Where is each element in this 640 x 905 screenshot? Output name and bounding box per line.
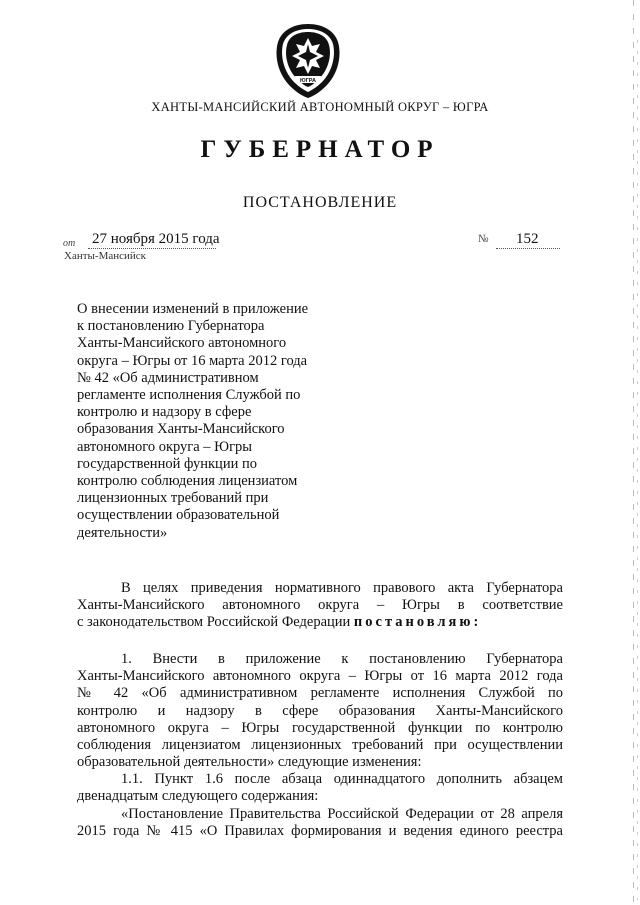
item-1-1-line: двенадцатым следующего содержания: <box>77 788 319 805</box>
number-underline <box>496 248 560 249</box>
title-line: лицензионных требований при <box>77 490 269 507</box>
quote-paragraph <box>77 806 563 840</box>
date-underline <box>88 248 216 249</box>
emblem-label: ЮГРА <box>300 78 316 84</box>
title-line: контролю соблюдения лицензиатом <box>77 473 298 490</box>
title-line: регламенте исполнения Службой по <box>77 387 301 404</box>
title-line: О внесении изменений в приложение <box>77 301 309 317</box>
title-line: осуществлении образовательной <box>77 507 280 524</box>
quote-line: «Постановление Правительства Российской Федерации от 28 апреля <box>121 806 563 822</box>
title-line: образования Ханты-Мансийского <box>77 421 285 438</box>
coat-of-arms-emblem <box>272 22 344 100</box>
preamble-line: Ханты-Мансийского автономного округа – Югры в соответствие <box>77 597 563 614</box>
title-line: контролю и надзору в сфере <box>77 404 252 421</box>
preamble-line: В целях приведения нормативного правового акта Губернатора <box>121 580 563 596</box>
title-line: автономного округа – Югры <box>77 438 253 455</box>
item-1-line: Ханты-Мансийского автономного округа – Югры от 16 марта 2012 года <box>77 668 563 685</box>
city-name: Ханты-Мансийск <box>64 250 147 262</box>
date-from-label: от <box>63 238 76 249</box>
title-line: округа – Югры от 16 марта 2012 года <box>77 352 308 369</box>
region-heading: ХАНТЫ-МАНСИЙСКИЙ АВТОНОМНЫЙ ОКРУГ – ЮГРА <box>151 100 489 114</box>
title-line: № 42 «Об административном <box>77 369 259 386</box>
title-line: государственной функции по <box>77 455 257 472</box>
item-1-1-line: 1.1. Пункт 1.6 после абзаца одиннадцатого дополнить абзацем <box>121 771 563 787</box>
document-type-heading: ПОСТАНОВЛЕНИЕ <box>242 194 398 211</box>
quote-line: 2015 года № 415 «О Правилах формирования и ведения единого реестра <box>77 823 563 840</box>
item-1-line: № 42 «Об административном регламенте исполнения Службой по <box>77 685 563 702</box>
item-1-line: контролю и надзору в сфере образования Ханты-Мансийского <box>77 702 563 719</box>
decree-word: постановляю: <box>353 614 482 631</box>
scan-edge-secondary <box>637 40 638 900</box>
preamble-line <box>77 614 563 631</box>
item-1-line: образовательной деятельности» следующие изменения: <box>77 754 422 771</box>
item-1-line: соблюдения лицензиатом лицензионных требований при осуществлении <box>77 737 563 754</box>
item-1-paragraph <box>77 651 563 771</box>
document-number: 152 <box>516 231 539 247</box>
preamble-paragraph <box>77 580 563 632</box>
document-title <box>77 301 377 542</box>
preamble-line-text: с законодательством Российской Федерации <box>77 614 351 631</box>
governor-heading: ГУБЕРНАТОР <box>200 136 440 163</box>
title-line: Ханты-Мансийского автономного <box>77 335 287 352</box>
title-line: к постановлению Губернатора <box>77 318 265 335</box>
item-1-line: автономного округа – Югры государственной функции по контролю <box>77 719 563 736</box>
item-1-1-paragraph <box>77 771 563 805</box>
number-label: № <box>478 233 489 245</box>
item-1-line: 1. Внести в приложение к постановлению Губернатора <box>121 651 563 667</box>
document-date: 27 ноября 2015 года <box>92 231 220 247</box>
title-line: деятельности» <box>77 524 168 541</box>
